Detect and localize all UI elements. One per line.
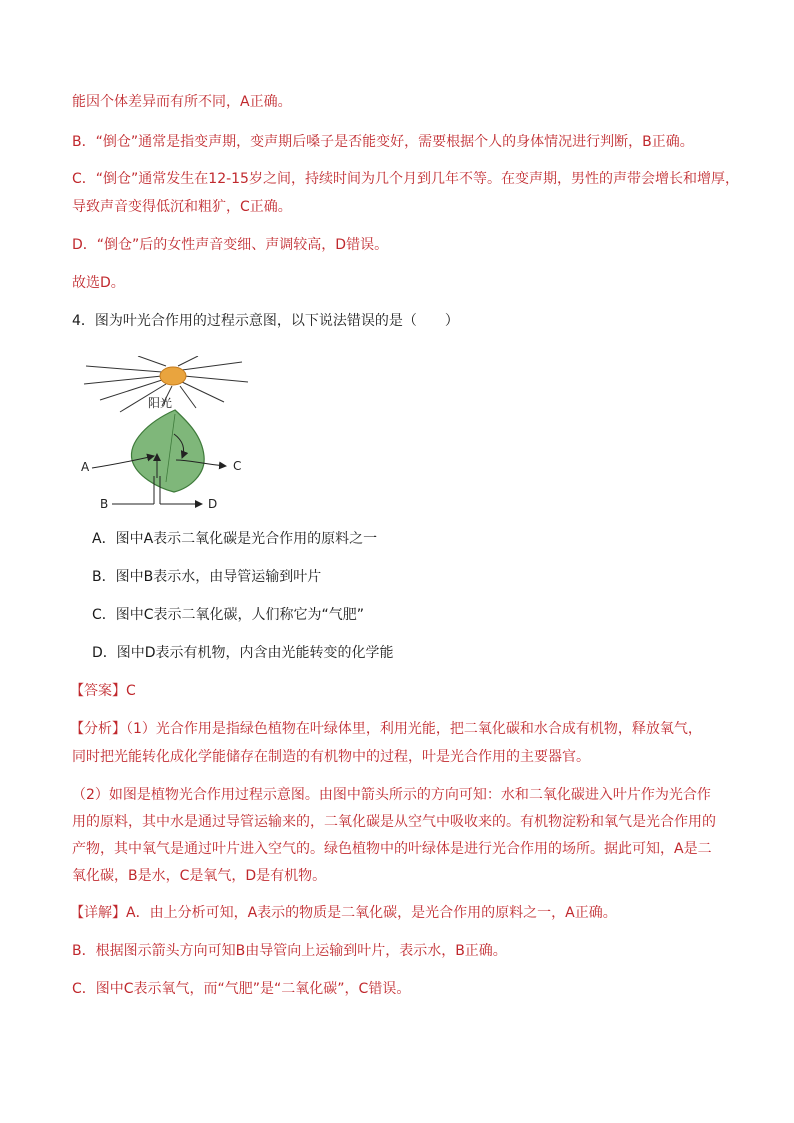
option-c: C．图中C表示二氧化碳，人们称它为“气肥”: [92, 607, 365, 623]
sun-icon: [160, 367, 186, 385]
label-a: A: [81, 460, 90, 474]
analysis-p2-line1: （2）如图是植物光合作用过程示意图。由图中箭头所示的方向可知：水和二氧化碳进入叶片作为光合作: [72, 787, 711, 803]
label-d: D: [208, 497, 218, 511]
detail-tag: 【详解】: [70, 905, 126, 921]
analysis-p2-line3: 产物，其中氧气是通过叶片进入空气的。绿色植物中的叶绿体是进行光合作用的场所。据此可知，A是二: [72, 841, 712, 857]
detail-a: A．由上分析可知，A表示的物质是二氧化碳，是光合作用的原料之一，A正确。: [126, 905, 617, 921]
analysis-line-1: [70, 719, 702, 739]
analysis-p2-line2: 用的原料，其中水是通过导管运输来的，二氧化碳是从空气中吸收来的。有机物淀粉和氧气是光合作用的: [72, 814, 716, 830]
prev-answer-line-2: B．“倒仓”通常是指变声期，变声期后嗓子是否能变好，需要根据个人的身体情况进行判断，B正确。: [72, 134, 694, 150]
prev-answer-line-3: C．“倒仓”通常发生在12-15岁之间，持续时间为几个月到几年不等。在变声期，男性的声带会增长和增厚，: [72, 171, 739, 187]
option-a: A．图中A表示二氧化碳是光合作用的原料之一: [92, 531, 378, 547]
analysis-p1-line2: 同时把光能转化成化学能储存在制造的有机物中的过程，叶是光合作用的主要器官。: [72, 749, 590, 765]
prev-answer-line-5: D．“倒仓”后的女性声音变细、声调较高，D错误。: [72, 237, 389, 253]
leaf-icon: [131, 410, 204, 492]
option-b: B．图中B表示水，由导管运输到叶片: [92, 569, 322, 585]
analysis-p1-line1: （1）光合作用是指绿色植物在叶绿体里，利用光能，把二氧化碳和水合成有机物，释放氧气，: [126, 721, 702, 737]
prev-answer-line-1: 能因个体差异而有所不同，A正确。: [72, 94, 292, 110]
photosynthesis-diagram: [78, 356, 268, 514]
question-stem: 4．图为叶光合作用的过程示意图，以下说法错误的是（ ）: [72, 313, 459, 329]
label-b: B: [100, 497, 109, 511]
analysis-p2-line4: 氧化碳，B是水，C是氧气，D是有机物。: [72, 868, 327, 884]
option-d: D．图中D表示有机物，内含由光能转变的化学能: [92, 645, 394, 661]
answer-value: C: [126, 683, 136, 699]
sun-label: 阳光: [148, 396, 173, 410]
detail-b: B．根据图示箭头方向可知B由导管向上运输到叶片，表示水，B正确。: [72, 943, 507, 959]
analysis-tag: 【分析】: [70, 721, 126, 737]
prev-answer-conclusion: 故选D。: [72, 275, 125, 291]
answer-line: [70, 681, 136, 701]
prev-answer-line-4: 导致声音变得低沉和粗犷，C正确。: [72, 199, 292, 215]
answer-tag: 【答案】: [70, 683, 126, 699]
detail-c: C．图中C表示氧气，而“气肥”是“二氧化碳”，C错误。: [72, 981, 411, 997]
detail-line-1: [70, 903, 617, 923]
label-c: C: [233, 459, 242, 473]
